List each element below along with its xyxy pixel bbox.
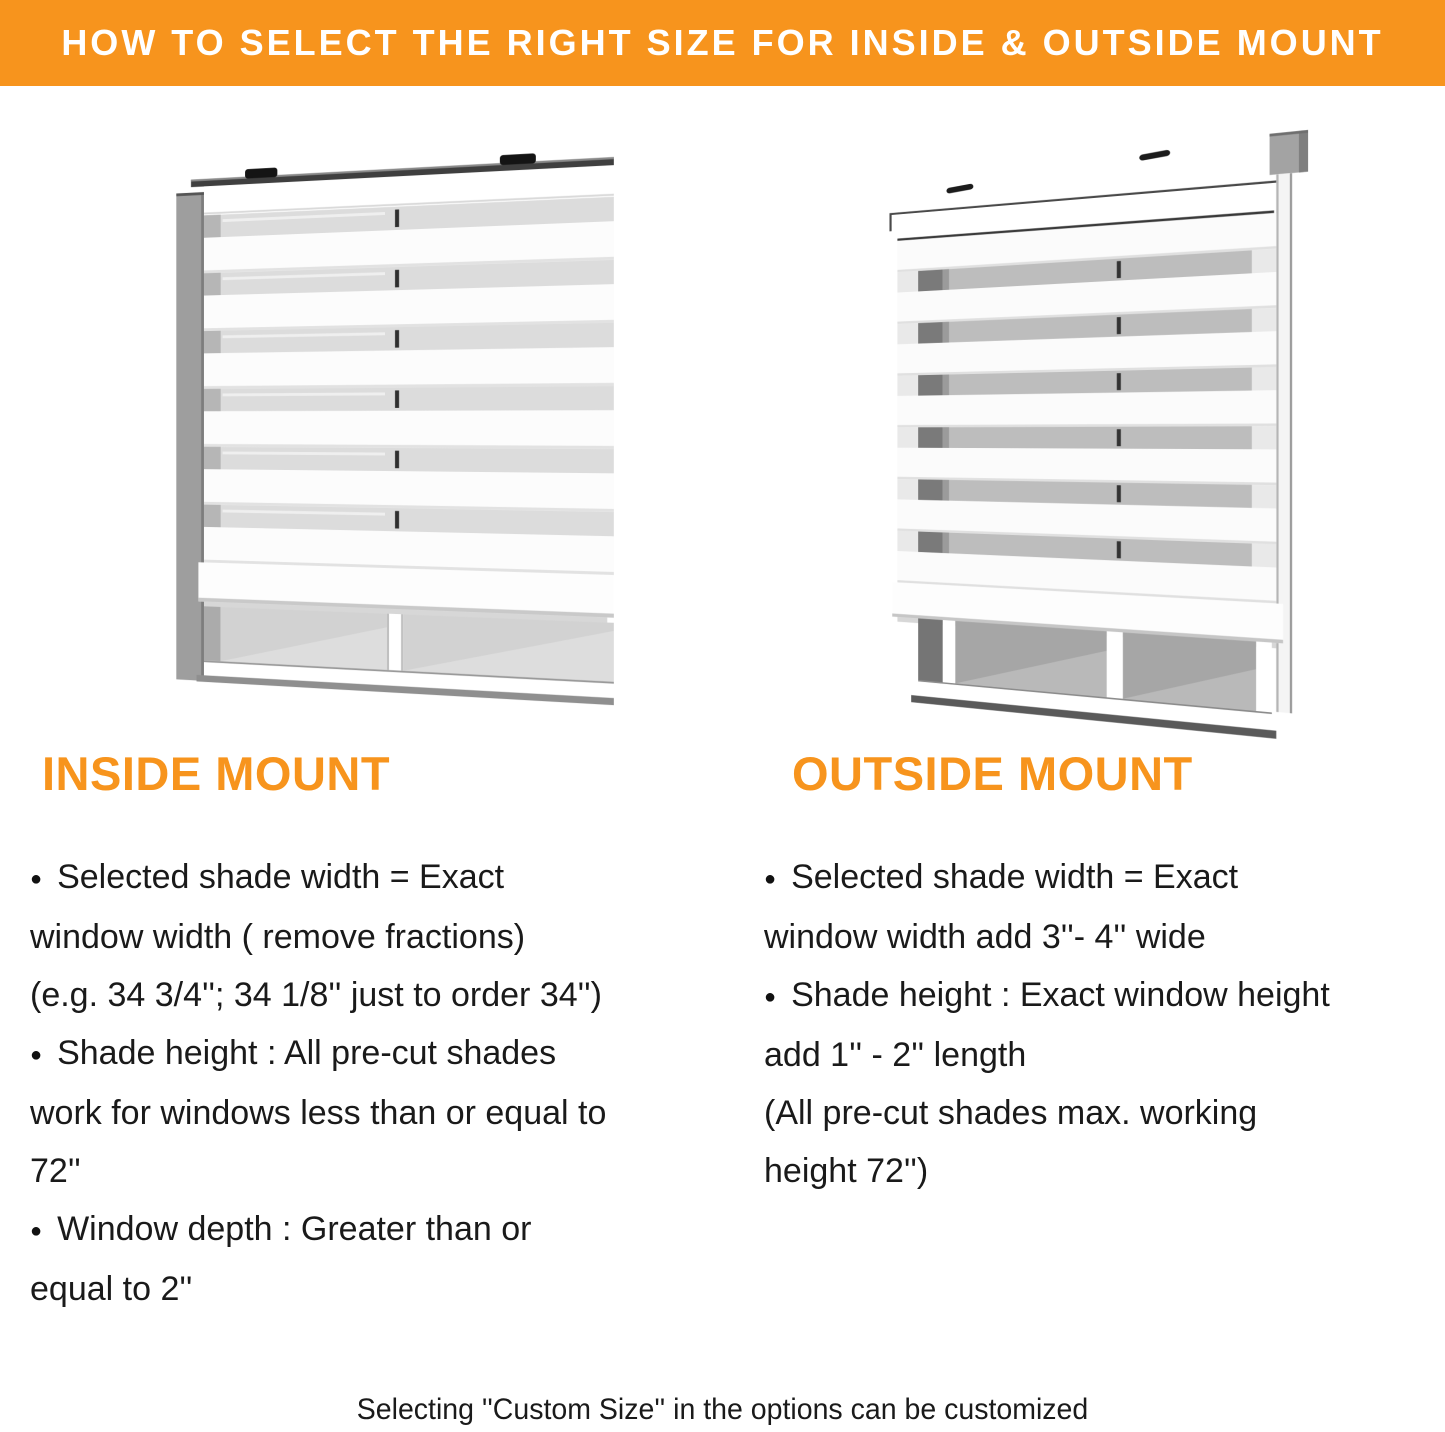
bullet-line xyxy=(30,1200,730,1260)
bullet-line: add 1'' - 2'' length xyxy=(764,1036,1027,1074)
bullet-line xyxy=(30,848,730,908)
bullet-line: work for windows less than or equal to xyxy=(30,1094,607,1132)
zebra-stripes xyxy=(204,197,614,575)
bullet-line: height 72'') xyxy=(764,1152,929,1190)
bullet-icon: ● xyxy=(764,868,777,890)
inside-mount-section xyxy=(30,848,730,1318)
bullet-text: Selected shade width = Exact xyxy=(791,858,1239,896)
bullet-line: 72'' xyxy=(30,1152,81,1190)
lower-window xyxy=(197,606,614,705)
bullet-icon: ● xyxy=(30,1044,43,1066)
bracket-block xyxy=(1270,130,1308,175)
outside-mount-heading: OUTSIDE MOUNT xyxy=(792,747,1193,800)
footer-note: Selecting ''Custom Size'' in the options can be customized xyxy=(356,1393,1089,1426)
bullet-icon: ● xyxy=(30,868,43,890)
outside-mount-section xyxy=(764,848,1444,1200)
bullet-line: window width add 3''- 4'' wide xyxy=(764,918,1206,956)
zebra-stripes xyxy=(897,213,1276,604)
bullet-line: equal to 2'' xyxy=(30,1270,193,1308)
bullet-icon: ● xyxy=(764,986,777,1008)
bullet-line: window width ( remove fractions) xyxy=(30,918,526,956)
screw-dash-icons xyxy=(946,149,1170,194)
outside-mount-illustration xyxy=(885,123,1310,750)
bullet-line: (All pre-cut shades max. working xyxy=(764,1094,1258,1132)
page-title: HOW TO SELECT THE RIGHT SIZE FOR INSIDE & OUTSIDE MOUNT xyxy=(61,22,1384,63)
bullet-text: Shade height : All pre-cut shades xyxy=(57,1034,557,1072)
inside-mount-window-svg xyxy=(171,137,618,709)
bullet-icon: ● xyxy=(30,1220,43,1242)
window-frame xyxy=(176,192,204,681)
bullet-line xyxy=(764,966,1444,1026)
bullet-text: Shade height : Exact window height xyxy=(791,976,1330,1014)
outside-mount-window-svg xyxy=(885,123,1310,750)
bullet-line xyxy=(30,1024,730,1084)
inside-mount-heading: INSIDE MOUNT xyxy=(42,747,391,800)
bullet-text: Window depth : Greater than or xyxy=(57,1210,532,1248)
bullet-line xyxy=(764,848,1444,908)
bullet-text: Selected shade width = Exact xyxy=(57,858,505,896)
bullet-line: (e.g. 34 3/4''; 34 1/8'' just to order 34'') xyxy=(30,976,602,1014)
inside-mount-illustration xyxy=(171,137,618,709)
header-bar xyxy=(0,0,1445,86)
